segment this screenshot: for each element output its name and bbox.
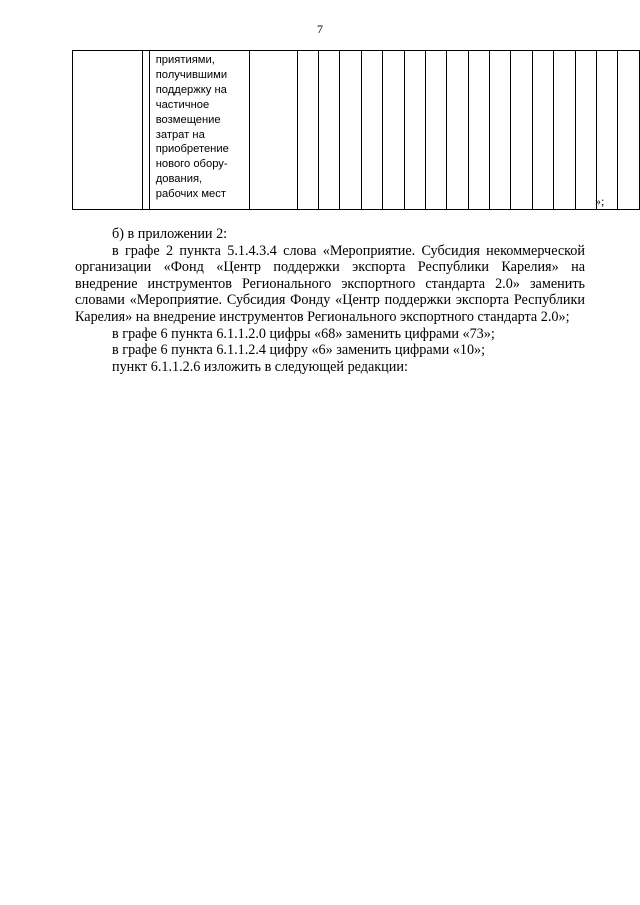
table-closing-quote: »; — [595, 194, 605, 208]
cell-line: приятиями, — [155, 54, 215, 66]
table-cell — [490, 51, 511, 210]
cell-line: получившими — [155, 68, 228, 81]
table-row — [73, 51, 640, 210]
table-cell — [340, 51, 361, 210]
cell-line: возмещение — [155, 113, 221, 126]
table-cell — [361, 51, 382, 210]
paragraph-appendix-heading: б) в приложении 2: — [112, 226, 228, 242]
table-cell — [575, 51, 596, 210]
table-cell — [511, 51, 532, 210]
table-cell — [73, 51, 143, 210]
table-cell — [297, 51, 318, 210]
cell-line: частичное — [155, 98, 210, 111]
table-cell — [142, 51, 149, 210]
table-cell — [468, 51, 489, 210]
paragraph-amendment-6-1-1-2-6: пункт 6.1.1.2.6 изложить в следующей редакции: — [112, 358, 408, 375]
table-cell — [618, 51, 640, 210]
page-number: 7 — [317, 22, 323, 36]
amendment-text — [75, 226, 585, 375]
paragraph-amendment-5-1-4-3-4: в графе 2 пункта 5.1.4.3.4 слова «Мероприятие. Субсидия некоммерческой организации «Фонд «Центр поддержки экспорта Республики Карелия» на внедрение инструментов Регионального экспортного стандарта 2.0» заменить словами «Мероприятие. Субсидия Фонду «Центр поддержки экспорта Республики Карелия» на внедрение инструментов Регионального экспортного стандарта 2.0»; — [75, 242, 585, 325]
paragraph-amendment-6-1-1-2-4: в графе 6 пункта 6.1.1.2.4 цифру «6» заменить цифрами «10»; — [112, 342, 486, 359]
cell-description-text — [150, 51, 249, 202]
table-cell — [425, 51, 446, 210]
table-cell — [554, 51, 575, 210]
cell-line: затрат на — [155, 128, 205, 141]
cell-line: поддержку на — [155, 83, 227, 96]
continued-table — [72, 50, 640, 210]
cell-line: рабочих мест — [155, 188, 226, 201]
cell-line: приобретение — [155, 143, 229, 156]
table-cell — [319, 51, 340, 210]
table-cell — [596, 51, 617, 210]
paragraph-amendment-6-1-1-2-0: в графе 6 пункта 6.1.1.2.0 цифры «68» заменить цифрами «73»; — [112, 325, 495, 342]
table-cell — [383, 51, 404, 210]
cell-line: нового обору- — [155, 158, 228, 171]
cell-line: дования, — [155, 173, 203, 186]
table-cell-description — [149, 51, 249, 210]
table-cell — [250, 51, 298, 210]
table-cell — [447, 51, 468, 210]
table-cell — [404, 51, 425, 210]
table-cell — [532, 51, 553, 210]
